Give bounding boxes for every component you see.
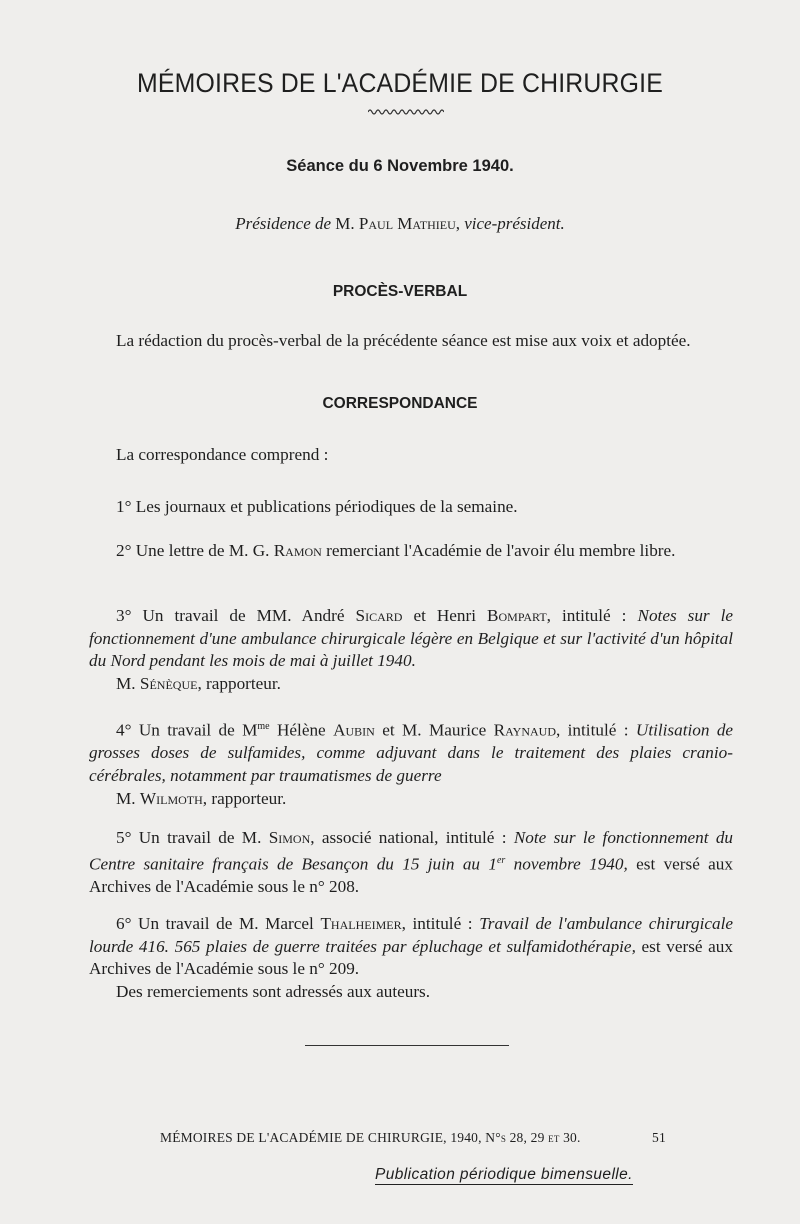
author-name: Raynaud xyxy=(493,720,556,740)
publication-note: Publication périodique bimensuelle. xyxy=(375,1166,633,1183)
presidency-line: Présidence de M. Paul Mathieu, vice-président. xyxy=(235,214,565,233)
president-role: vice-président. xyxy=(464,214,565,233)
footer-journal: MÉMOIRES DE L'ACADÉMIE DE CHIRURGIE, 1940, N°s 28, 29 et 30. xyxy=(160,1130,581,1145)
proces-verbal-paragraph xyxy=(89,330,733,353)
presidency-title: M. xyxy=(335,214,355,233)
list-item-3: 3° Un travail de MM. André Sicard et Henri Bompart, intitulé : Notes sur le fonctionnement d'une ambulance chirurgicale légère en Belgique et sur l'activité d'un hôpital du Nord pendant les mois de mai à juillet 1940. M. Sénèque, rapporteur. xyxy=(89,606,734,693)
work-title: Notes sur le fonctionnement d'une ambulance chirurgicale légère en Belgique et sur l'activité d'un hôpital du Nord pendant les mois de mai à juillet 1940. xyxy=(89,606,734,671)
author-name: Thalheimer xyxy=(320,914,402,933)
rapporteur-name: Wilmoth xyxy=(139,788,203,808)
heading-correspondance: CORRESPONDANCE xyxy=(322,395,478,412)
list-item-5: 5° Un travail de M. Simon, associé national, intitulé : Note sur le fonctionnement du Centre sanitaire français de Besançon du 15 juin au 1er novembre 1940, est versé aux Archives de l'Académie sous le n° 208. xyxy=(89,828,734,896)
author-name: Ramon xyxy=(273,541,322,560)
author-name: Bompart xyxy=(487,606,547,625)
page-number: 51 xyxy=(652,1130,666,1145)
author-name: Sicard xyxy=(355,606,403,625)
author-name: Simon xyxy=(268,828,311,847)
heading-proces-verbal: PROCÈS-VERBAL xyxy=(332,283,468,300)
wavy-ornament xyxy=(368,108,444,116)
proces-verbal-text: La rédaction du procès-verbal de la précédente séance est mise aux voix et adoptée. xyxy=(116,331,691,350)
session-date: Séance du 6 Novembre 1940. xyxy=(286,157,514,175)
section-divider xyxy=(305,1045,509,1046)
thanks-line: Des remerciements sont adressés aux auteurs. xyxy=(116,981,431,1001)
presidency-prefix: Présidence de xyxy=(235,214,332,233)
rapporteur-name: Sénèque xyxy=(139,673,198,693)
work-title: Utilisation de grosses doses de sulfamides, comme adjuvant dans le traitement des plaies cranio-cérébrales, notamment par traumatismes de guerre xyxy=(89,720,734,785)
journal-title: MÉMOIRES DE L'ACADÉMIE DE CHIRURGIE xyxy=(136,68,663,98)
author-name: Aubin xyxy=(333,720,375,740)
list-item-4: 4° Un travail de $M^{me}$ Hélène Aubin et M. Maurice Raynaud, intitulé : Utilisation de grosses doses de sulfamides, comme adjuvant dans le traitement des plaies cranio-cérébrales, notamment par traumatismes de guerre M. Wilmoth, rapporteur. xyxy=(89,720,734,808)
work-title: Travail de l'ambulance chirurgicale lourde 416. 565 plaies de guerre traitées par épluchage et sulfamidothérapie, xyxy=(89,914,734,956)
running-footer xyxy=(160,1130,666,1146)
work-title: Note sur le fonctionnement du Centre sanitaire français de Besançon du 15 juin au 1 xyxy=(89,828,734,874)
list-item-6: 6° Un travail de M. Marcel Thalheimer, intitulé : Travail de l'ambulance chirurgicale lourde 416. 565 plaies de guerre traitées par épluchage et sulfamidothérapie, est versé aux Archives de l'Académie sous le n° 209. Des remerciements sont adressés aux auteurs. xyxy=(89,913,733,1003)
list-item-1: 1° Les journaux et publications périodiques de la semaine. xyxy=(116,497,518,516)
list-item-2: 2° Une lettre de M. G. Ramon remerciant l'Académie de l'avoir élu membre libre. xyxy=(116,541,676,560)
correspondance-intro: La correspondance comprend : xyxy=(116,445,329,464)
president-name: Paul Mathieu xyxy=(358,214,456,233)
